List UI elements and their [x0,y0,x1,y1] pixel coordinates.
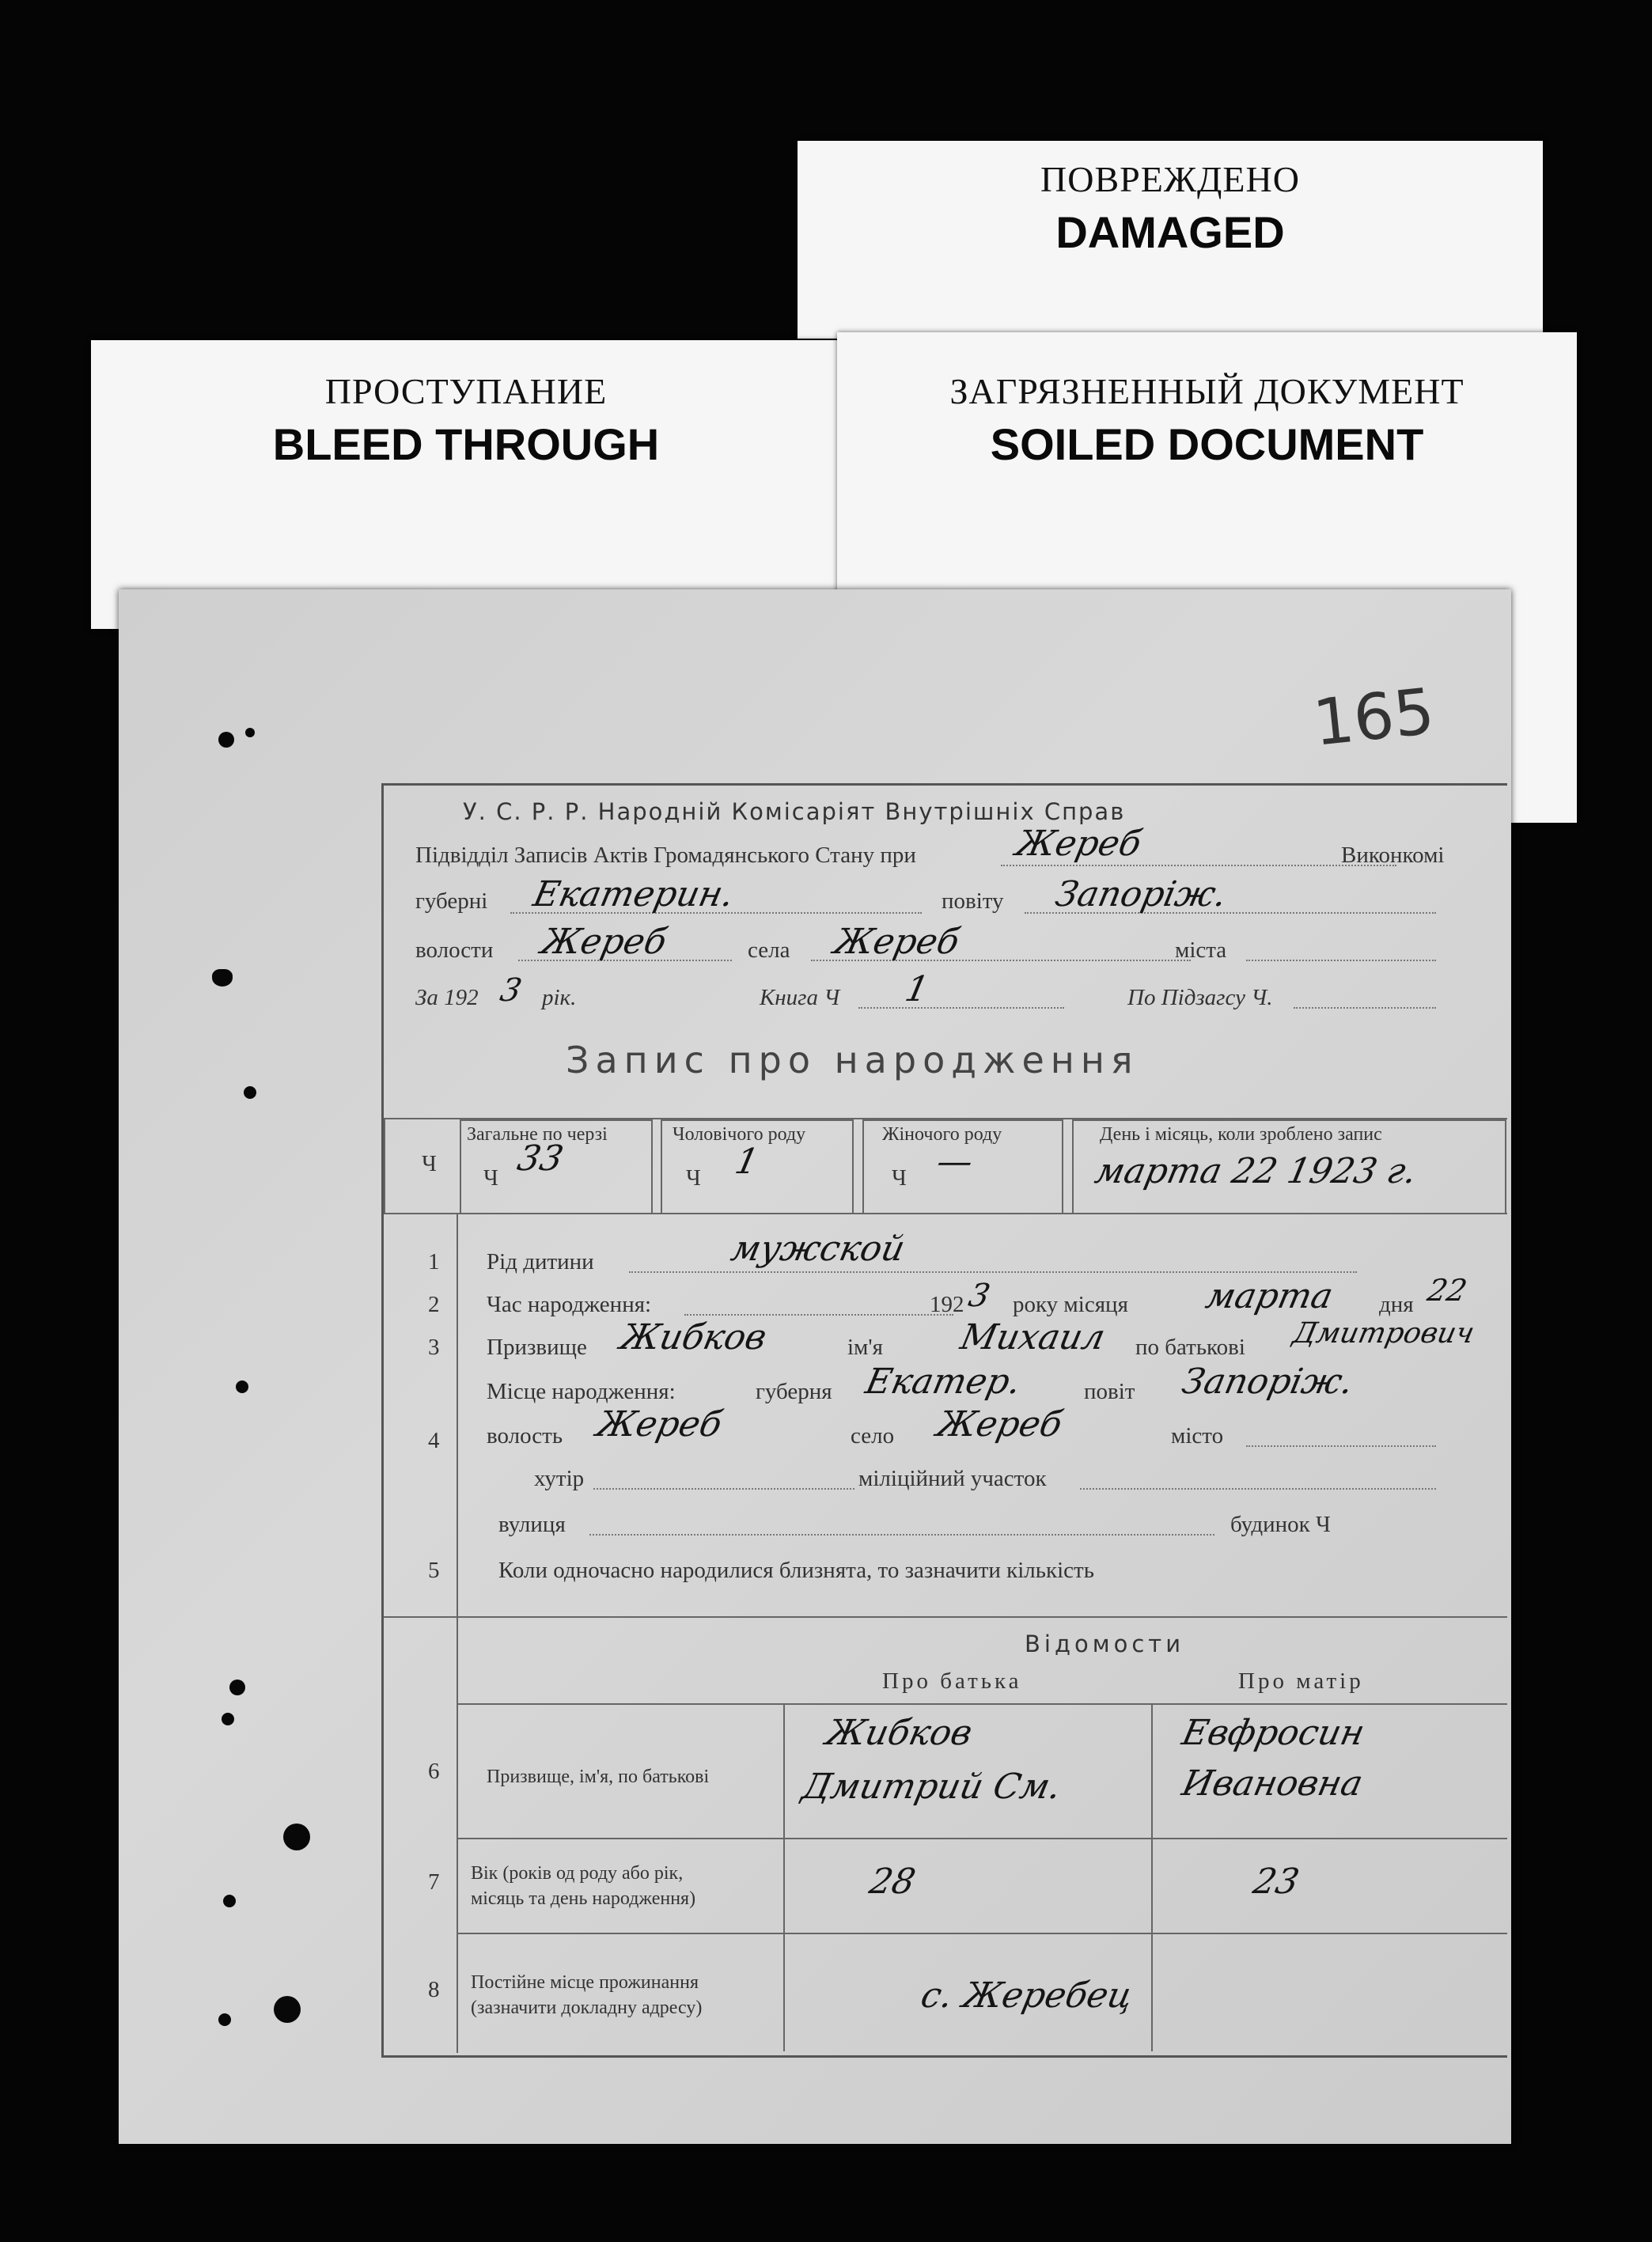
birthplace-gub-label: губерня [756,1379,832,1404]
volost-value: Жереб [537,922,670,962]
misto-label: міста [1175,937,1227,963]
subdivision-value: Жереб [1012,824,1145,864]
bleed-through-target-card [91,340,841,629]
patronymic-value: Дмитрович [1290,1317,1478,1350]
row-number-1: 1 [428,1249,440,1274]
folio-number: 165 [1309,674,1438,760]
birthplace-gub-value: Екатер. [862,1361,1025,1402]
birthplace-povit-label: повіт [1084,1379,1135,1404]
mother-age: 23 [1249,1861,1303,1902]
rule [1151,1703,1153,2051]
povit-label: повіту [942,888,1004,914]
birthplace-volost-label: волость [487,1423,563,1449]
bleed-label-en: BLEED THROUGH [272,419,660,469]
rule [384,1118,385,1213]
birthplace-selo-label: село [851,1423,895,1449]
birthplace-povit-value: Запоріж. [1178,1361,1358,1402]
birth-month-value: марта [1202,1276,1337,1316]
residence-label-line2: (зазначити докладну адресу) [471,1998,703,2018]
street-label: вулиця [498,1512,566,1537]
mother-column-header: Про матір [1238,1668,1364,1694]
record-title: Запис про народження [566,1039,1139,1081]
damaged-target-card [798,141,1543,339]
year-suffix: рік. [542,985,577,1010]
birthplace-selo-value: Жереб [933,1404,1066,1445]
punch-hole [212,969,233,987]
birthplace-volost-value: Жереб [593,1404,726,1445]
father-name-line2: Дмитрий См. [798,1767,1065,1807]
punch-hole [218,2013,231,2026]
damaged-label-ru: ПОВРЕЖДЕНО [1040,159,1300,199]
rule [783,1703,785,2051]
militia-label: міліційний участок [858,1466,1047,1491]
punch-hole [223,1895,236,1907]
general-count-c: Ч [483,1165,498,1191]
house-label: будинок Ч [1230,1512,1331,1537]
male-count-c: Ч [686,1165,701,1191]
subsection-label: По Підзагсу Ч. [1127,985,1273,1010]
povit-value: Запоріж. [1051,874,1231,915]
count-c-label: Ч [422,1151,437,1176]
fill-line [684,1314,953,1316]
soiled-label-en: SOILED DOCUMENT [990,419,1424,469]
female-count-c: Ч [892,1165,907,1191]
fill-line [593,1488,854,1490]
subdivision-label: Підвідділ Записів Актів Громадянського Стану при [415,843,916,868]
birth-time-label: Час народження: [487,1292,652,1317]
khutir-label: хутір [534,1466,585,1491]
punch-hole [236,1380,248,1393]
age-label-line2: місяць та день народження) [471,1888,696,1909]
punch-hole [222,1713,234,1725]
punch-hole [283,1824,310,1850]
child-sex-value: мужской [727,1229,909,1269]
general-count-value: 33 [513,1138,567,1179]
row-number-5: 5 [428,1558,440,1583]
fill-line [858,1007,1064,1009]
punch-hole [218,732,234,748]
male-count-value: 1 [731,1142,763,1182]
rule [384,1213,1507,1214]
row-number-6: 6 [428,1759,440,1784]
given-name-value: Михаил [957,1317,1109,1358]
rule [457,1703,1507,1705]
book-label: Книга Ч [760,985,840,1010]
row-number-2: 2 [428,1292,440,1317]
father-age: 28 [866,1861,919,1902]
punch-hole [245,728,255,737]
birth-month-label: року місяця [1013,1292,1128,1317]
parent-name-label: Призвище, ім'я, по батькові [487,1767,710,1787]
twins-label: Коли одночасно народилися близнята, то зазначити кількість [498,1558,1094,1583]
mother-name-line1: Евфросин [1178,1713,1369,1753]
birthplace-label: Місце народження: [487,1379,676,1404]
selo-value: Жереб [830,922,963,962]
row-number-7: 7 [428,1869,440,1895]
father-name-line1: Жибков [822,1713,976,1753]
punch-hole [244,1086,256,1099]
given-name-label: ім'я [847,1335,883,1360]
birth-record-form [381,783,1507,2058]
punch-hole [274,1996,301,2023]
gubernia-value: Екатерин. [529,874,738,915]
fill-line [1080,1488,1436,1490]
rule [384,1616,1507,1618]
father-column-header: Про батька [882,1668,1022,1694]
selo-label: села [748,937,790,963]
fill-line [1246,1445,1436,1447]
surname-label: Призвище [487,1335,587,1360]
fill-line [1294,1007,1436,1009]
record-date-label: День і місяць, коли зроблено запис [1100,1124,1382,1145]
rule [457,1933,1507,1934]
general-count-label: Загальне по черзі [467,1124,608,1145]
child-sex-label: Рід дитини [487,1249,594,1274]
gubernia-label: губерні [415,888,488,914]
damaged-label-en: DAMAGED [1055,207,1285,257]
record-date-value: марта 22 1923 г. [1091,1151,1421,1191]
residence-label-line1: Постійне місце прожинання [471,1972,699,1993]
rule [457,1213,458,2053]
female-count-value: — [933,1142,977,1182]
info-title: Відомости [1025,1630,1185,1657]
male-count-label: Чоловічого роду [673,1124,806,1145]
age-label-line1: Вік (років од роду або рік, [471,1863,684,1884]
residence-value: с. Жеребец [917,1975,1137,2016]
birth-year-value: 3 [965,1278,994,1314]
punch-hole [229,1680,245,1695]
birth-day-value: 22 [1424,1273,1471,1308]
fill-line [1246,960,1436,961]
year-label: За 192 [415,985,479,1010]
fill-line [589,1534,1214,1536]
birth-day-label: дня [1379,1292,1414,1317]
soiled-label-ru: ЗАГРЯЗНЕННЫЙ ДОКУМЕНТ [949,371,1464,411]
rule [457,1838,1507,1839]
book-value: 1 [901,969,933,1009]
ministry-header: У. С. Р. Р. Народній Комісаріят Внутрішніх Справ [463,798,1126,825]
fill-line [629,1271,1357,1273]
birthplace-misto-label: місто [1171,1423,1224,1449]
volost-label: волости [415,937,494,963]
executive-label: Виконкомі [1341,843,1445,868]
surname-value: Жибков [616,1317,771,1358]
fill-line [1001,865,1396,866]
year-value: 3 [497,972,525,1009]
row-number-3: 3 [428,1335,440,1360]
patronymic-label: по батькові [1135,1335,1245,1360]
female-count-label: Жіночого роду [882,1124,1002,1145]
bleed-label-ru: ПРОСТУПАНИЕ [324,371,608,411]
row-number-8: 8 [428,1977,440,2002]
row-number-4: 4 [428,1428,440,1453]
birth-year-prefix: 192 [930,1292,964,1317]
mother-name-line2: Ивановна [1178,1763,1366,1804]
